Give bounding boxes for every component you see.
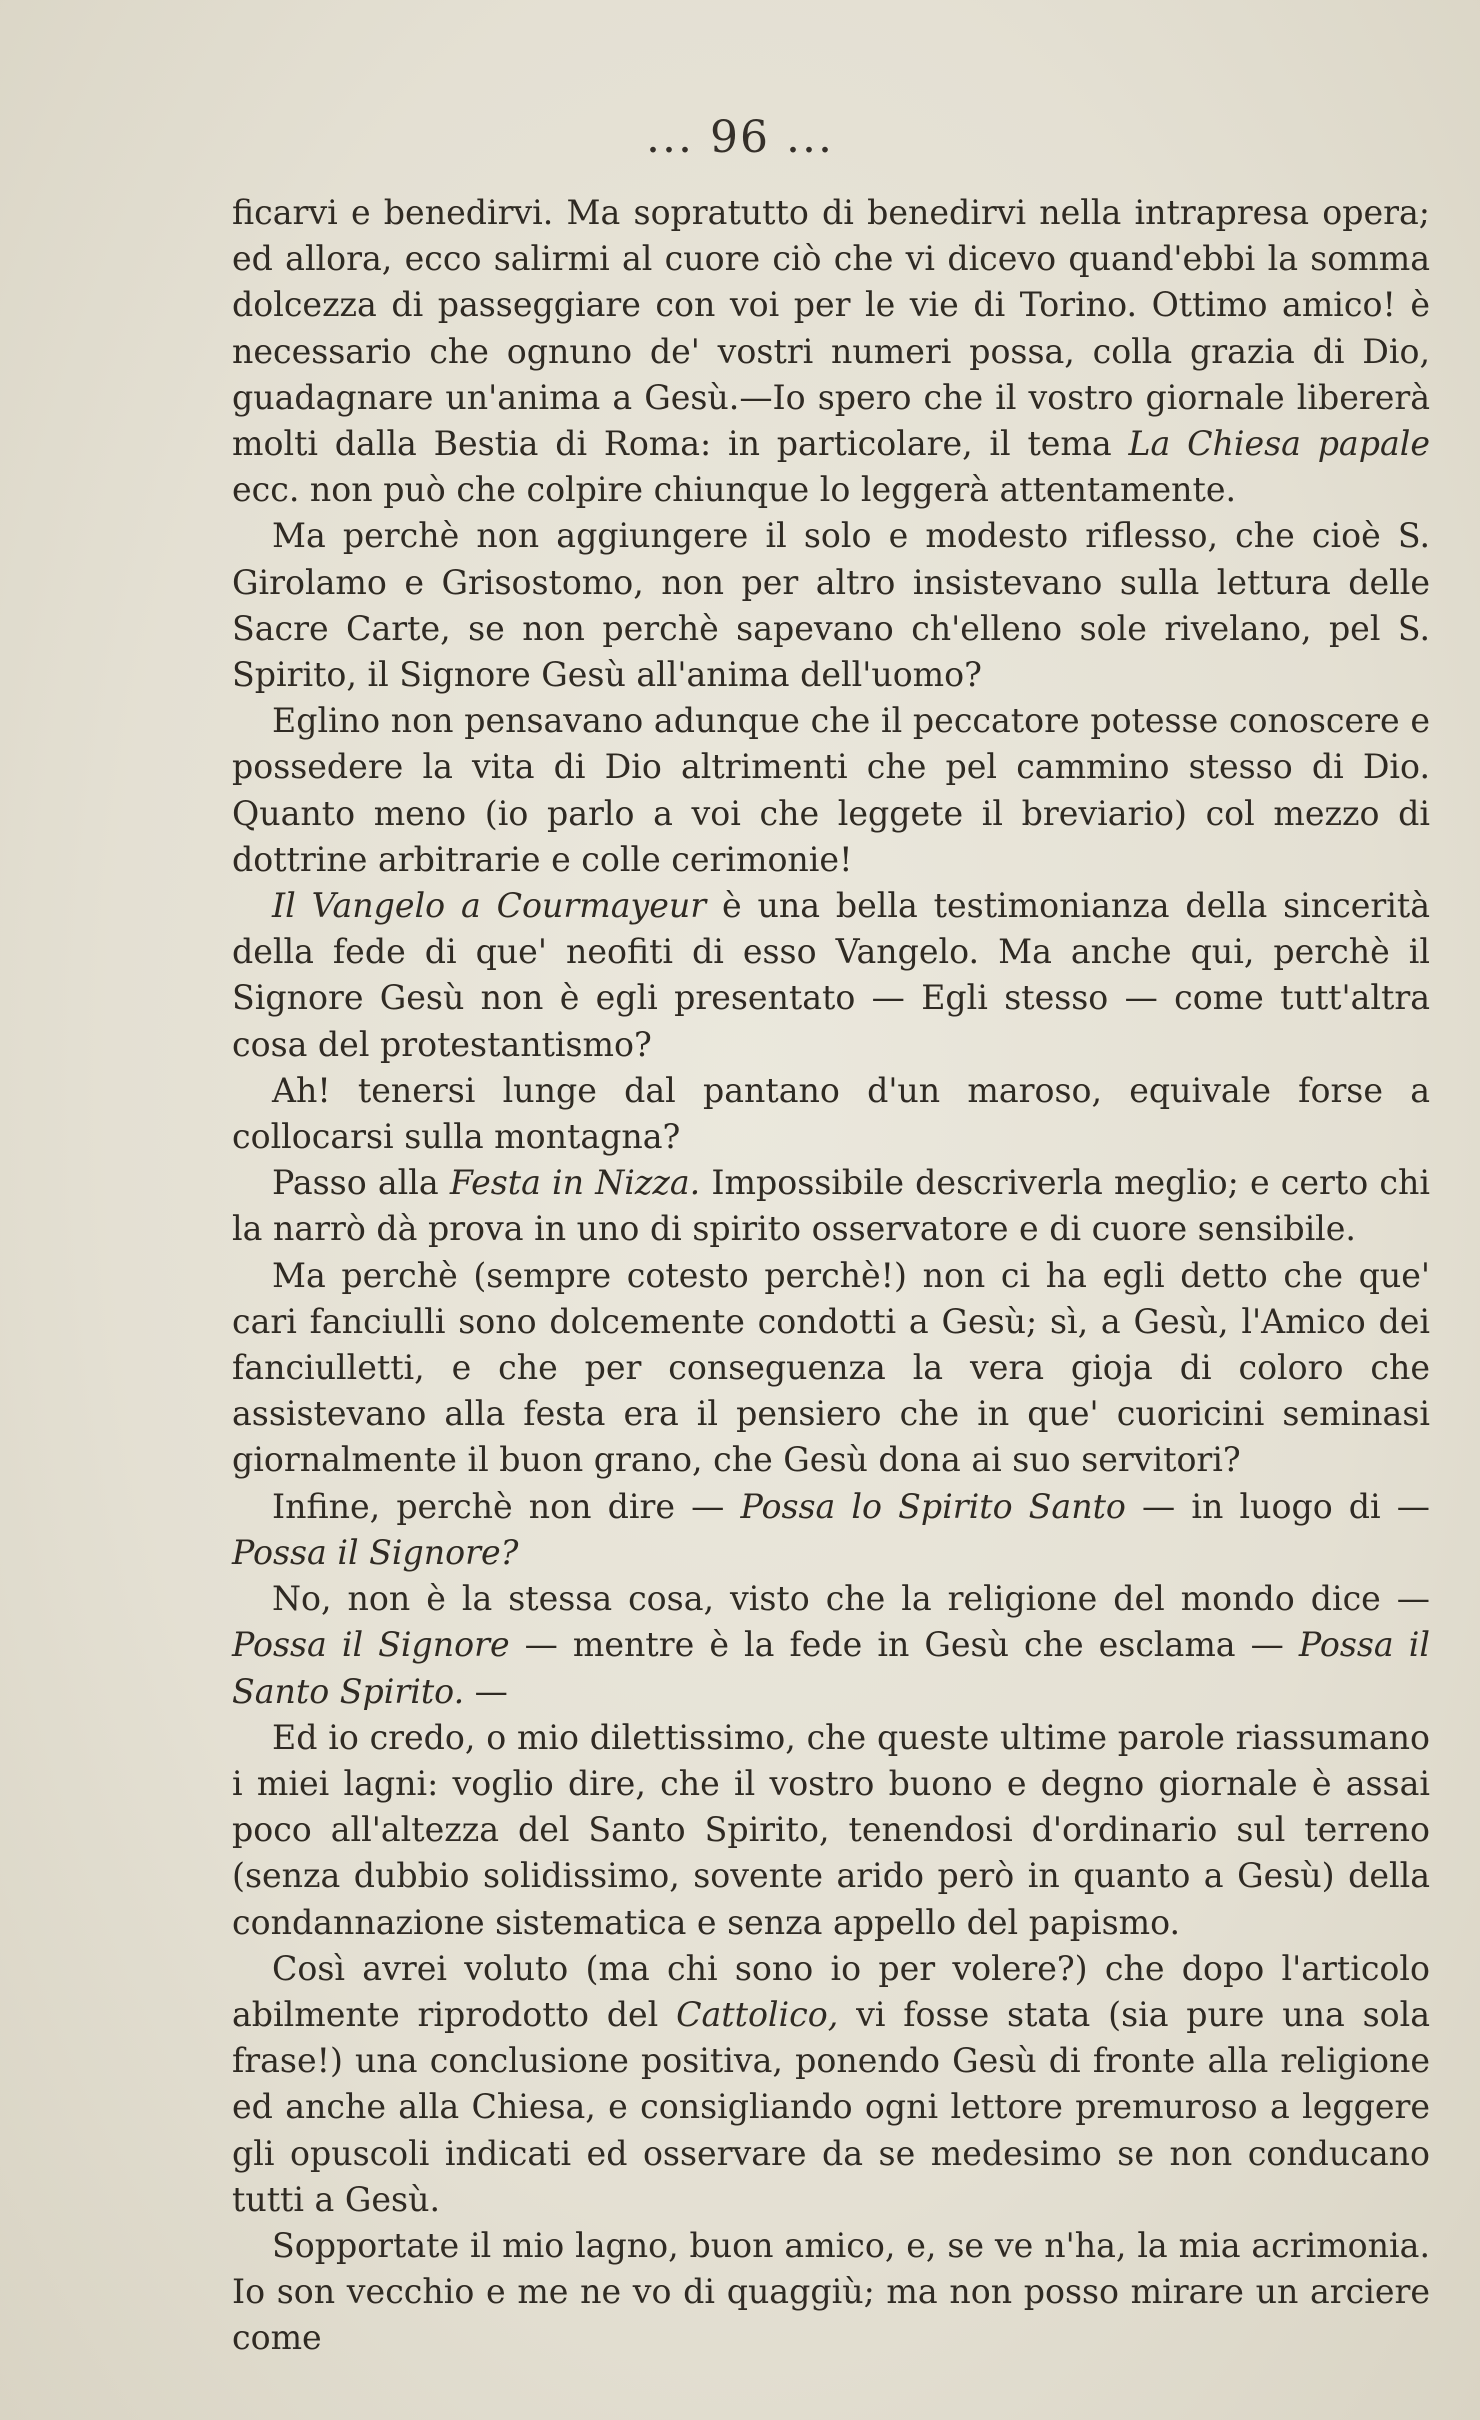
- paragraph: [232, 190, 1430, 513]
- italic-title: Il Vangelo a Courmayeur: [272, 886, 707, 926]
- text-segment: ficarvi e benedirvi. Ma sopratutto di benedirvi nella intrapresa opera; ed allora, ecco salirmi al cuore ciò che vi dicevo quand'ebbi la somma dolcezza di passeggiare con voi per le vie di Torino. Ottimo amico! è necessario che ognuno de' vostri numeri possa, colla grazia di Dio, guadagnare un'anima a Gesù.—Io spero che il vostro giornale libererà molti dalla Bestia di Roma: in particolare, il tema: [232, 193, 1430, 464]
- italic-title: Festa in Nizza.: [449, 1163, 701, 1203]
- paragraph: [232, 1068, 1430, 1160]
- italic-title: La Chiesa papale: [1128, 424, 1431, 464]
- text-segment: — mentre è la fede in Gesù che esclama —: [509, 1625, 1299, 1665]
- text-segment: Ma perchè (sempre cotesto perchè!) non ci ha egli detto che que' cari fanciulli sono dolcemente condotti a Gesù; sì, a Gesù, l'Amico dei fanciulletti, e che per conseguenza la vera gioja di coloro che assistevano alla festa era il pensiero che in que' cuoricini seminasi giornalmente il buon grano, che Gesù dona ai suo servitori?: [232, 1255, 1430, 1480]
- italic-quote: Possa lo Spirito Santo: [740, 1486, 1126, 1526]
- paragraph: [232, 1946, 1430, 2223]
- text-segment: Ma perchè non aggiungere il solo e modesto riflesso, che cioè S. Girolamo e Grisostomo, non per altro insistevano sulla lettura delle Sacre Carte, se non perchè sapevano ch'elleno sole rivelano, pel S. Spirito, il Signore Gesù all'anima dell'uomo?: [232, 516, 1430, 695]
- text-segment: —: [464, 1671, 508, 1711]
- text-segment: Sopportate il mio lagno, buon amico, e, se ve n'ha, la mia acrimonia. Io son vecchio e me ne vo di quaggiù; ma non posso mirare un arciere come: [232, 2225, 1430, 2358]
- italic-quote: Possa il Signore: [232, 1625, 510, 1665]
- text-segment: ecc. non può che colpire chiunque lo leggerà attentamente.: [232, 470, 1237, 510]
- text-segment: Impossibile descriverla meglio; e certo chi la narrò dà prova in uno di spirito osservatore e di cuore sensibile.: [232, 1163, 1430, 1249]
- paragraph: [232, 2223, 1430, 2362]
- paragraph: [232, 1715, 1430, 1946]
- paragraph: [232, 513, 1430, 698]
- italic-quote: Possa il Santo Spirito.: [232, 1625, 1430, 1711]
- text-segment: Passo alla: [272, 1163, 450, 1203]
- text-segment: — in luogo di —: [1125, 1486, 1430, 1526]
- text-segment: No, non è la stessa cosa, visto che la religione del mondo dice —: [272, 1579, 1430, 1619]
- page-number: ... 96 ...: [646, 112, 834, 163]
- paragraph: [232, 1576, 1430, 1715]
- text-segment: Così avrei voluto (ma chi sono io per volere?) che dopo l'articolo abilmente riprodotto del: [232, 1948, 1430, 2034]
- text-segment: Infine, perchè non dire —: [272, 1486, 741, 1526]
- text-segment: è una bella testimonianza della sincerità della fede di que' neofiti di esso Vangelo. Ma anche qui, perchè il Signore Gesù non è egli presentato — Egli stesso — come tutt'altra cosa del protestantismo?: [232, 886, 1430, 1064]
- text-segment: vi fosse stata (sia pure una sola frase!) una conclusione positiva, ponendo Gesù di fronte alla religione ed anche alla Chiesa, e consigliando ogni lettore premuroso a leggere gli opuscoli indicati ed osservare da se medesimo se non conducano tutti a Gesù.: [232, 1994, 1430, 2219]
- text-segment: Ah! tenersi lunge dal pantano d'un maroso, equivale forse a collocarsi sulla montagna?: [232, 1070, 1430, 1157]
- body-text: [232, 190, 1430, 2362]
- italic-quote: Possa il Signore?: [232, 1532, 519, 1572]
- paragraph: [232, 1484, 1430, 1576]
- paragraph: [232, 698, 1430, 883]
- text-segment: Ed io credo, o mio dilettissimo, che queste ultime parole riassumano i miei lagni: voglio dire, che il vostro buono e degno giornale è assai poco all'altezza del Santo Spirito, tenendosi d'ordinario sul terreno (senza dubbio solidissimo, sovente arido però in quanto a Gesù) della condannazione sistematica e senza appello del papismo.: [232, 1717, 1430, 1942]
- italic-title: Cattolico,: [676, 1994, 839, 2034]
- paragraph: [232, 1160, 1430, 1252]
- text-segment: Eglino non pensavano adunque che il peccatore potesse conoscere e possedere la vita di Dio altrimenti che pel cammino stesso di Dio. Quanto meno (io parlo a voi che leggete il breviario) col mezzo di dottrine arbitrarie e colle cerimonie!: [232, 701, 1430, 879]
- paragraph: [232, 883, 1430, 1068]
- paragraph: [232, 1253, 1430, 1484]
